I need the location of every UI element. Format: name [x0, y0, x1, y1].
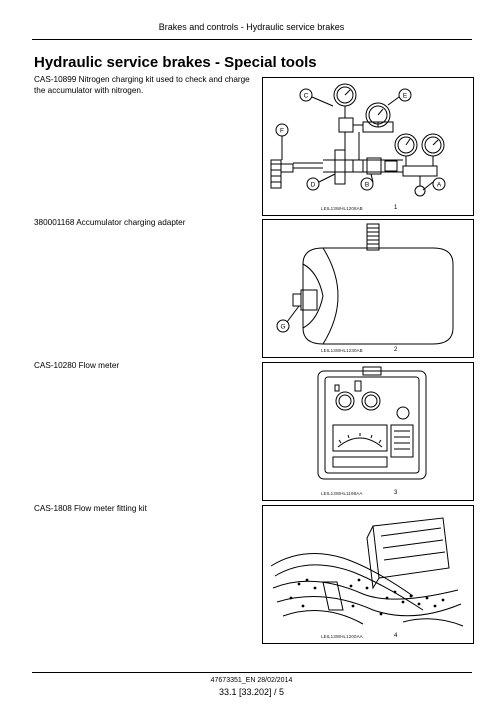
fitting-kit-illustration	[263, 506, 473, 643]
figure-code: LEIL13WHL1198AA	[321, 491, 363, 496]
running-header: Brakes and controls - Hydraulic service brakes	[158, 22, 345, 32]
callout-b: B	[364, 181, 370, 189]
figure-number: 1	[394, 205, 398, 211]
figure-nitrogen-charging-kit	[262, 77, 474, 216]
nitrogen-kit-illustration	[263, 78, 473, 215]
figure-code: LEIL13WHL1200AA	[321, 634, 363, 639]
accumulator-adapter-illustration	[263, 220, 473, 357]
callout-d: D	[310, 181, 316, 189]
callout-c: C	[303, 92, 309, 100]
figure-code: LEIL13WHL1208AB	[321, 206, 363, 211]
section-title: Hydraulic service brakes - Special tools	[34, 54, 317, 71]
callout-a: A	[436, 181, 442, 189]
figure-flow-meter	[262, 362, 474, 501]
callout-g: G	[280, 323, 286, 331]
callout-e: E	[402, 92, 408, 100]
figure-fitting-kit	[262, 505, 474, 644]
flow-meter-illustration	[263, 363, 473, 500]
tool-description-3: CAS-10280 Flow meter	[34, 361, 120, 370]
tool-description-1: CAS-10899 Nitrogen charging kit used to check and charge the accumulator with nitrogen.	[34, 75, 250, 95]
figure-accumulator-adapter	[262, 219, 474, 358]
header-rule	[32, 39, 472, 40]
callout-f: F	[280, 127, 284, 135]
figure-number: 4	[394, 633, 398, 639]
document-reference: 47673351_EN 28/02/2014	[210, 677, 293, 684]
figure-number: 2	[394, 347, 398, 353]
page-number: 33.1 [33.202] / 5	[218, 687, 285, 697]
tool-description-4: CAS-1808 Flow meter fitting kit	[34, 504, 147, 513]
figure-code: LEIL13WHL1230AB	[321, 348, 363, 353]
figure-number: 3	[394, 490, 398, 496]
tool-description-2: 380001168 Accumulator charging adapter	[34, 218, 186, 227]
footer-rule	[32, 672, 472, 673]
